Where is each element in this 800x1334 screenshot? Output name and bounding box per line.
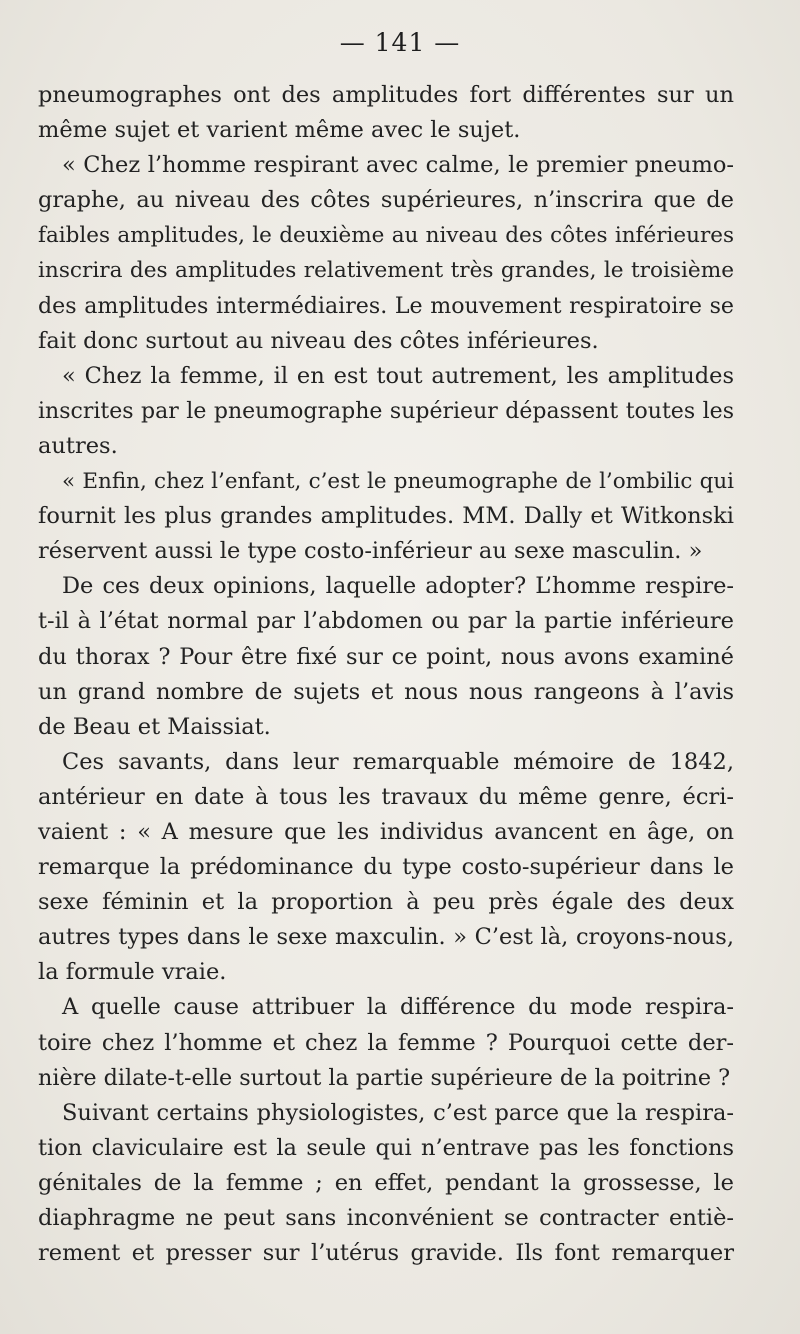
text-line: du thorax ? Pour être fixé sur ce point, nous avons examiné: [38, 643, 734, 670]
text-line: génitales de la femme ; en effet, pendant la grossesse, le: [38, 1169, 734, 1196]
text-line: tion claviculaire est la seule qui n’entrave pas les fonctions: [38, 1134, 734, 1161]
text-line: des amplitudes intermédiaires. Le mouvement respiratoire se: [38, 292, 734, 319]
paragraph: [38, 359, 734, 464]
text-line: remarque la prédominance du type costo-supérieur dans le: [38, 854, 734, 881]
text-line: graphe, au niveau des côtes supérieures, n’inscrira que de: [38, 187, 734, 214]
text-line: un grand nombre de sujets et nous nous rangeons à l’avis: [38, 678, 734, 705]
text-line: même sujet et varient même avec le sujet.: [38, 117, 521, 144]
paragraph: [38, 569, 734, 744]
paragraph: [38, 745, 734, 991]
text-line: « Chez la femme, il en est tout autrement, les amplitudes: [62, 362, 734, 389]
paragraph: [38, 78, 734, 148]
text-line: A quelle cause attribuer la différence du mode respira-: [62, 994, 734, 1021]
text-line: diaphragme ne peut sans inconvénient se contracter entiè-: [38, 1205, 734, 1231]
text-line: fait donc surtout au niveau des côtes inférieures.: [38, 327, 599, 354]
text-line: antérieur en date à tous les travaux du même genre, écri-: [38, 783, 734, 810]
paragraph: [38, 990, 734, 1095]
text-line: la formule vraie.: [38, 959, 227, 986]
page-number: — 141 —: [339, 28, 461, 57]
text-line: de Beau et Maissiat.: [38, 713, 271, 740]
text-line: réservent aussi le type costo-inférieur au sexe masculin. »: [38, 538, 703, 565]
text-line: De ces deux opinions, laquelle adopter? L’homme respire-: [62, 573, 734, 600]
text-line: toire chez l’homme et chez la femme ? Pourquoi cette der-: [38, 1029, 734, 1056]
text-line: sexe féminin et la proportion à peu près égale des deux: [38, 889, 734, 916]
text-line: autres.: [38, 432, 118, 459]
text-line: pneumographes ont des amplitudes fort différentes sur un: [38, 82, 734, 108]
paragraph: [38, 1096, 734, 1271]
text-line: « Chez l’homme respirant avec calme, le premier pneumo-: [62, 152, 734, 179]
text-line: fournit les plus grandes amplitudes. MM. Dally et Witkonski: [38, 503, 734, 530]
paragraph: [38, 148, 734, 359]
body-text: [38, 78, 734, 1271]
text-line: vaient : « A mesure que les individus avancent en âge, on: [38, 818, 734, 845]
text-line: nière dilate-t-elle surtout la partie supérieure de la poitrine ?: [38, 1064, 731, 1091]
text-line: « Enfin, chez l’enfant, c’est le pneumographe de l’ombilic qui: [62, 469, 734, 495]
text-line: faibles amplitudes, le deuxième au niveau des côtes inférieures: [38, 223, 734, 249]
text-line: rement et presser sur l’utérus gravide. Ils font remarquer: [38, 1240, 734, 1267]
text-line: autres types dans le sexe maxculin. » C’est là, croyons-nous,: [38, 924, 734, 951]
text-line: t-il à l’état normal par l’abdomen ou par la partie inférieure: [38, 608, 734, 635]
text-line: Ces savants, dans leur remarquable mémoire de 1842,: [62, 748, 734, 775]
text-line: Suivant certains physiologistes, c’est parce que la respira-: [62, 1099, 734, 1126]
text-line: inscrites par le pneumographe supérieur dépassent toutes les: [38, 398, 734, 424]
paragraph: [38, 464, 734, 569]
text-line: inscrira des amplitudes relativement très grandes, le troisième: [38, 258, 734, 284]
